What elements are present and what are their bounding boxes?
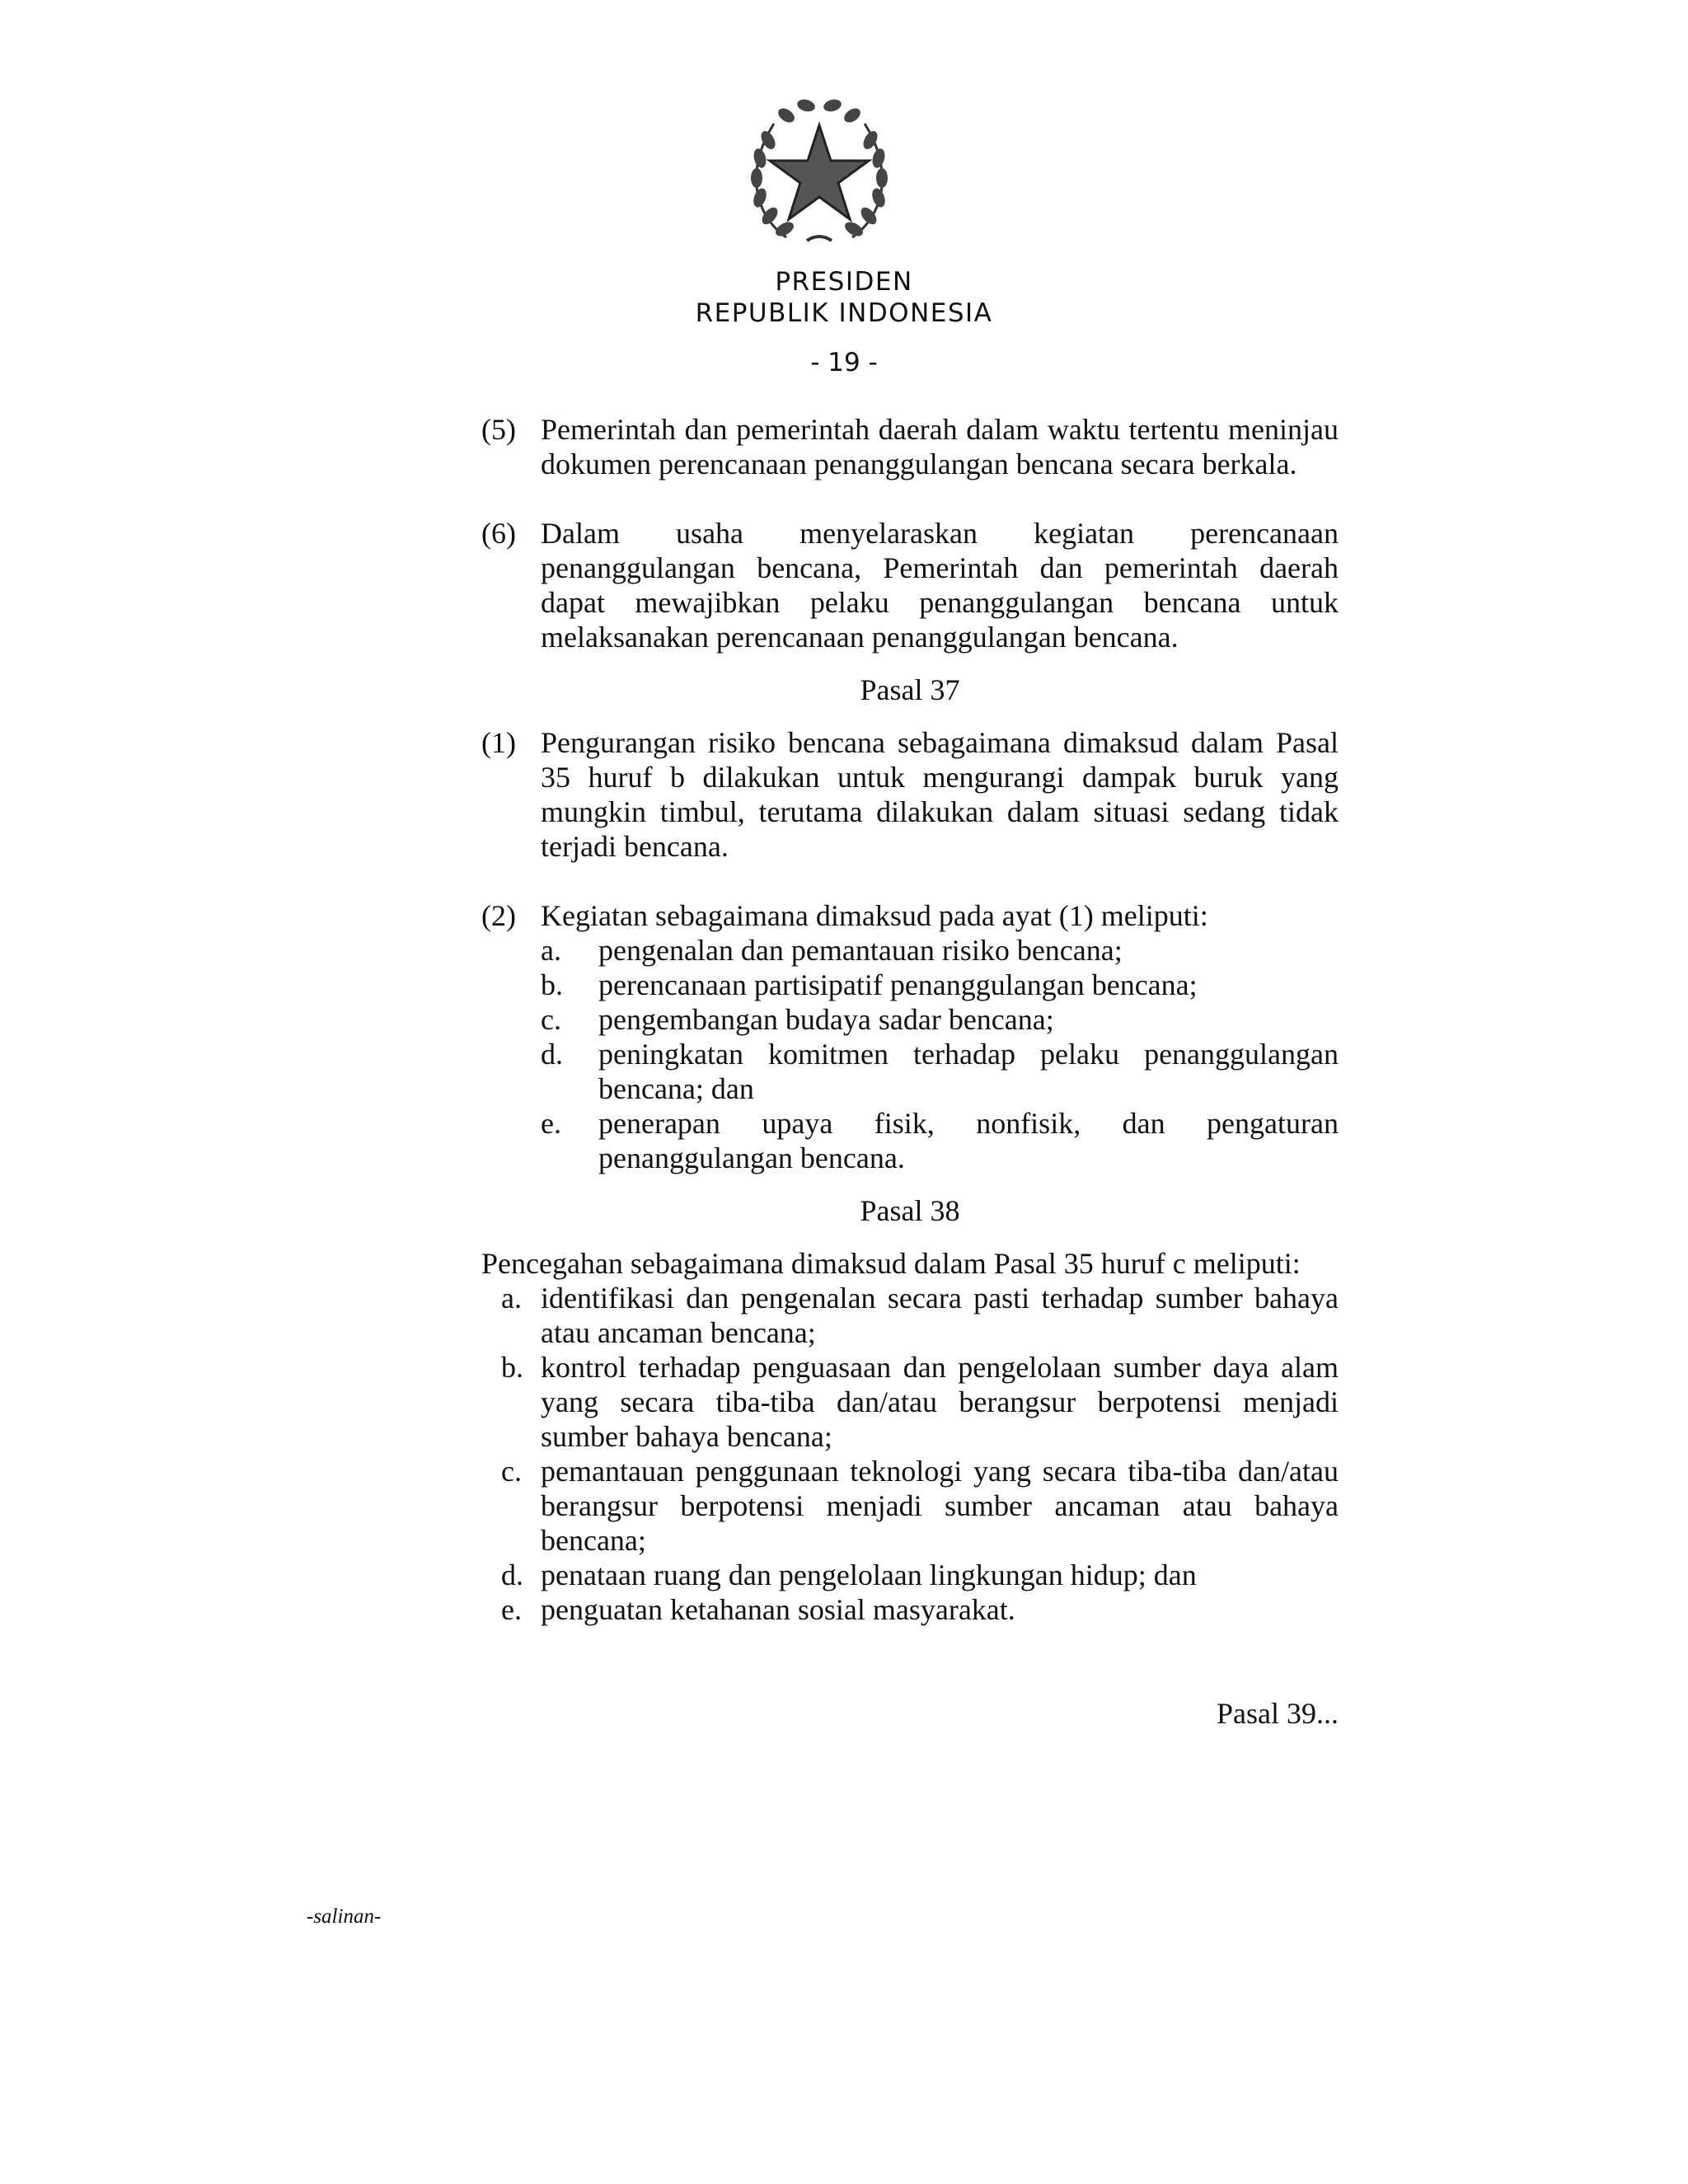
list-item: [541, 1002, 1339, 1037]
list-item: [501, 1454, 1339, 1558]
ayat-text: Kegiatan sebagaimana dimaksud pada ayat (1) meliputi:: [541, 899, 1208, 932]
pasal-38-list: [501, 1281, 1339, 1627]
list-marker: d.: [541, 1038, 563, 1071]
list-item: [541, 1037, 1339, 1106]
ayat-text: Pemerintah dan pemerintah daerah dalam waktu tertentu meninjau dokumen perencanaan penanggulangan bencana secara berkala.: [541, 413, 1339, 480]
list-text: penataan ruang dan pengelolaan lingkungan hidup; dan: [541, 1558, 1197, 1591]
list-text: penguatan ketahanan sosial masyarakat.: [541, 1593, 1015, 1626]
list-text: pemantauan penggunaan teknologi yang secara tiba-tiba dan/atau berangsur berpotensi menjadi sumber ancaman atau bahaya bencana;: [541, 1455, 1339, 1557]
list-text: identifikasi dan pengenalan secara pasti terhadap sumber bahaya atau ancaman bencana;: [541, 1282, 1339, 1349]
pasal-37-sub-list: [541, 933, 1339, 1175]
ayat-5: [481, 412, 1339, 481]
pasal-38-intro: Pencegahan sebagaimana dimaksud dalam Pasal 35 huruf c meliputi:: [481, 1247, 1301, 1280]
list-text: pengembangan budaya sadar bencana;: [598, 1003, 1054, 1036]
list-marker: e.: [541, 1107, 561, 1140]
list-text: kontrol terhadap penguasaan dan pengelolaan sumber daya alam yang secara tiba-tiba dan/atau berangsur berpotensi menjadi sumber bahaya bencana;: [541, 1351, 1339, 1453]
ayat-marker: (2): [481, 899, 516, 932]
list-marker: e.: [501, 1593, 522, 1626]
list-item: [541, 933, 1339, 968]
ayat-marker: (6): [481, 517, 516, 550]
ayat-marker: (5): [481, 413, 516, 446]
list-marker: a.: [541, 934, 561, 967]
list-text: penerapan upaya fisik, nonfisik, dan pengaturan penanggulangan bencana.: [598, 1107, 1339, 1174]
list-text: peningkatan komitmen terhadap pelaku penanggulangan bencana; dan: [598, 1038, 1339, 1105]
header-presiden: PRESIDEN: [775, 267, 913, 297]
ayat-marker: (1): [481, 726, 516, 759]
list-text: pengenalan dan pemantauan risiko bencana;: [598, 934, 1123, 967]
header-republik-indonesia: REPUBLIK INDONESIA: [695, 298, 993, 328]
pasal-38-heading: Pasal 38: [860, 1194, 960, 1227]
list-item: [501, 1558, 1339, 1592]
ayat-text: Dalam usaha menyelaraskan kegiatan perencanaan penanggulangan bencana, Pemerintah dan pemerintah daerah dapat mewajibkan pelaku penanggulangan bencana untuk melaksanakan perencanaan penanggulangan bencana.: [541, 517, 1339, 654]
list-item: [541, 1106, 1339, 1175]
document-body: [481, 412, 1339, 1731]
pasal-37-ayat-2: [481, 898, 1339, 933]
list-marker: a.: [501, 1282, 522, 1315]
next-page-reference: Pasal 39...: [1217, 1697, 1339, 1730]
pasal-37-heading: Pasal 37: [860, 673, 960, 706]
list-text: perencanaan partisipatif penanggulangan bencana;: [598, 968, 1198, 1001]
pasal-37-ayat-1: [481, 725, 1339, 864]
list-marker: c.: [541, 1003, 561, 1036]
list-marker: d.: [501, 1558, 523, 1591]
garuda-emblem-icon: [737, 91, 902, 255]
list-item: [501, 1281, 1339, 1350]
footer-salinan: -salinan-: [307, 1905, 382, 1928]
page-number: - 19 -: [810, 348, 878, 377]
list-marker: b.: [501, 1351, 523, 1384]
list-marker: c.: [501, 1455, 522, 1488]
ayat-6: [481, 516, 1339, 654]
ayat-text: Pengurangan risiko bencana sebagaimana dimaksud dalam Pasal 35 huruf b dilakukan untuk mengurangi dampak buruk yang mungkin timbul, terutama dilakukan dalam situasi sedang tidak terjadi bencana.: [541, 726, 1339, 863]
list-item: [541, 968, 1339, 1002]
list-item: [501, 1350, 1339, 1454]
list-item: [501, 1592, 1339, 1627]
list-marker: b.: [541, 968, 563, 1001]
